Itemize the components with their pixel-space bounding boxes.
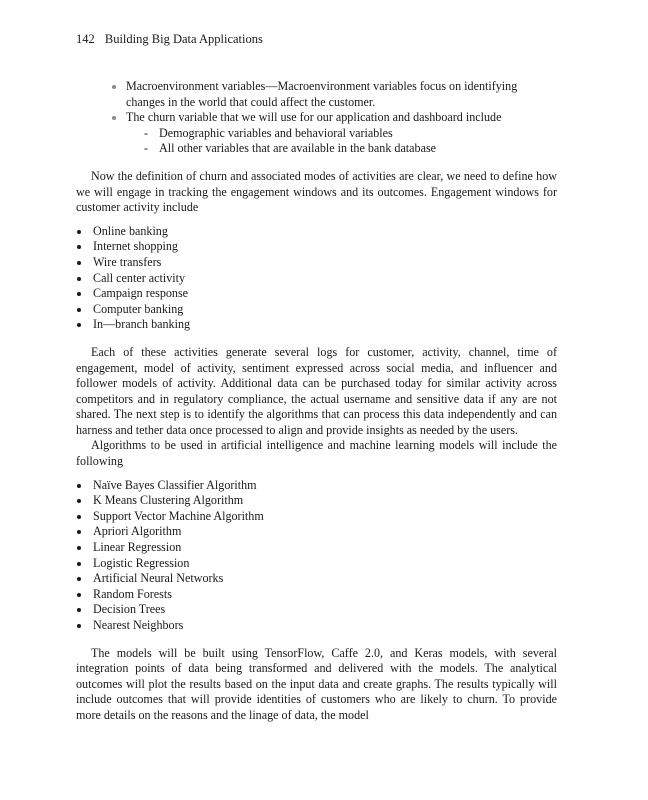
list-item: Decision Trees <box>76 602 557 618</box>
list-item: Linear Regression <box>76 540 557 556</box>
list-item: Naïve Bayes Classifier Algorithm <box>76 478 557 494</box>
list-item: Random Forests <box>76 587 557 603</box>
list-item: Campaign response <box>76 286 557 302</box>
list-item: Support Vector Machine Algorithm <box>76 509 557 525</box>
list-item: In—branch banking <box>76 317 557 333</box>
algorithms-list <box>76 478 557 634</box>
list-item <box>109 110 557 157</box>
list-item: Call center activity <box>76 271 557 287</box>
list-item: K Means Clustering Algorithm <box>76 493 557 509</box>
models-paragraph: The models will be built using TensorFlow, Caffe 2.0, and Keras models, with several integration points of data being transformed and delivered with the models. The analytical outcomes will plot the results based on the input data and create graphs. The results typically will include outcomes that will provide identities of customers who are likely to churn. To provide more details on the reasons and the linage of data, the model <box>76 645 557 722</box>
book-title: Building Big Data Applications <box>104 32 263 46</box>
algorithms-intro-paragraph: Algorithms to be used in artificial intelligence and machine learning models will include the following <box>76 438 557 469</box>
variables-list <box>76 79 557 157</box>
list-item: Internet shopping <box>76 239 557 255</box>
running-head <box>76 31 263 47</box>
churn-variable-sublist <box>126 126 557 157</box>
list-item: Online banking <box>76 224 557 240</box>
page-number: 142 <box>76 32 95 46</box>
list-item: Artificial Neural Networks <box>76 571 557 587</box>
churn-variable-item-text: The churn variable that we will use for our application and dashboard include <box>126 110 502 125</box>
list-item: Nearest Neighbors <box>76 618 557 634</box>
activity-logs-paragraph: Each of these activities generate several logs for customer, activity, channel, time of engagement, model of activity, sentiment expressed across social media, and influencer and follower models of activity. Additional data can be purchased today for similar activity across competitors and in regulatory compliance, the actual username and sensitive data if any are not shared. The next step is to identify the algorithms that can process this data independently and can harness and tether data once processed to align and provide insights as needed by the users. <box>76 344 557 437</box>
engagement-windows-list <box>76 224 557 333</box>
list-item: Computer banking <box>76 302 557 318</box>
sub-list-item: - Demographic variables and behavioral variables <box>143 126 557 142</box>
macroenvironment-item-text: Macroenvironment variables—Macroenvironment variables focus on identifying changes in the world that could affect the customer. <box>126 79 518 109</box>
page-body <box>76 79 557 724</box>
sub-list-item: - All other variables that are available in the bank database <box>143 141 557 157</box>
list-item: Logistic Regression <box>76 556 557 572</box>
list-item: Wire transfers <box>76 255 557 271</box>
list-item: Apriori Algorithm <box>76 524 557 540</box>
engagement-intro-paragraph: Now the definition of churn and associated modes of activities are clear, we need to define how we will engage in tracking the engagement windows and its outcomes. Engagement windows for customer activity include <box>76 168 557 215</box>
list-item <box>109 79 557 110</box>
